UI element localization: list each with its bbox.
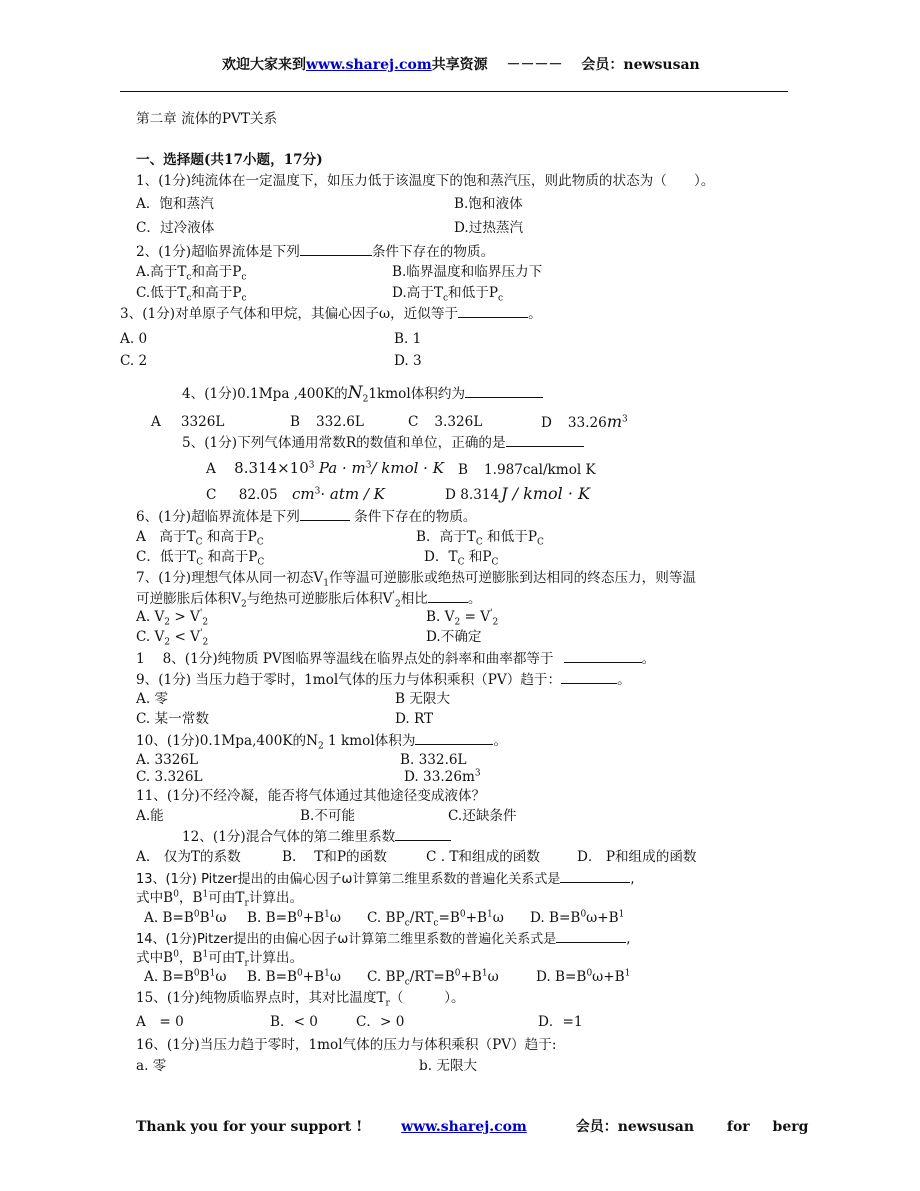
q4-option-c: C 3.326L bbox=[408, 414, 483, 430]
q7-option-d: D.不确定 bbox=[426, 629, 482, 645]
footer-member: 会员：newsusan bbox=[575, 1119, 695, 1135]
q5-option-b: B 1.987cal/kmol K bbox=[458, 462, 596, 478]
q3-option-a: A. 0 bbox=[120, 331, 148, 347]
question-7-line1: 7、(1分)理想气体从同一初态$V_1$作等温可逆膨胀或绝热可逆膨胀到达相同的终态压力，则等温 bbox=[136, 570, 697, 589]
footer-thanks: Thank you for your support ! bbox=[136, 1119, 363, 1135]
q11-option-c: C.还缺条件 bbox=[448, 808, 517, 824]
q1-option-a: A．饱和蒸汽 bbox=[136, 196, 214, 212]
answer-blank bbox=[506, 433, 584, 447]
answer-blank bbox=[415, 731, 493, 745]
question-10: 10、(1分)0.1Mpa,400K的$N_2$ 1 kmol体积为 。 bbox=[136, 733, 508, 752]
header-share: 共享资源 bbox=[431, 57, 488, 73]
q1-option-d: D.过热蒸汽 bbox=[454, 220, 524, 236]
question-5: 5、(1分)下列气体通用常数R的数值和单位，正确的是 bbox=[182, 433, 584, 452]
q14-option-c: C. $BP_c/RT=B^0+B^1\omega$ bbox=[367, 968, 499, 988]
q10-option-d: D. $33.26m^3$ bbox=[404, 768, 481, 785]
q14-option-d: D. $B=B^0\omega+B^1$ bbox=[536, 968, 631, 985]
question-15: 15、(1分)纯物质临界点时，其对比温度$T_r$（ ）。 bbox=[136, 990, 465, 1009]
q6-option-c: C．低于$T_C$ 和高于$P_C$ bbox=[136, 549, 265, 568]
q12-option-d: D． P和组成的函数 bbox=[577, 849, 697, 865]
answer-blank bbox=[395, 827, 451, 841]
question-11: 11、(1分)不经冷凝，能否将气体通过其他途径变成液体？ bbox=[136, 788, 486, 804]
q1-option-c: C．过冷液体 bbox=[136, 220, 215, 236]
q10-option-c: C. 3.326L bbox=[136, 769, 203, 785]
question-3: 3、(1分)对单原子气体和甲烷，其偏心因子ω，近似等于 。 bbox=[120, 306, 542, 322]
question-4: 4、(1分)0.1Mpa ,400K的$N_21kmol$体积约为 bbox=[182, 384, 543, 403]
q5-option-a: A $8.314\times 10^3$ $Pa \cdot m^3/$ kmol · K bbox=[206, 459, 444, 477]
question-14-line2: 式中$B^0$，$B^1$可由$T_r$计算出。 bbox=[136, 949, 304, 969]
q10-option-a: A. 3326L bbox=[136, 752, 199, 768]
q13-option-b: B. $B=B^0+B^1\omega$ bbox=[247, 909, 341, 926]
question-7-line2: 可逆膨胀后体积$V_2$与绝热可逆膨胀后体积$V'_2$相比 。 bbox=[136, 590, 482, 610]
q15-option-c: C．> 0 bbox=[356, 1014, 405, 1030]
q7-option-a: A. $V_2 > V'_2$ bbox=[136, 608, 209, 628]
q9-option-a: A. 零 bbox=[136, 691, 169, 707]
q2-option-c: C.低于$T_c$和高于$P_c$ bbox=[136, 285, 247, 304]
page-footer bbox=[136, 1118, 808, 1136]
footer-berg: berg bbox=[772, 1119, 809, 1135]
question-13-line1: 13、(1分) Pitzer提出的由偏心因子ω计算第二维里系数的普遍化关系式是 , bbox=[136, 869, 635, 889]
q10-option-b: B. 332.6L bbox=[400, 752, 467, 768]
q13-option-c: C. $BP_c/RT_c=B^0+B^1\omega$ bbox=[367, 909, 504, 929]
q15-option-a: A = 0 bbox=[136, 1014, 184, 1030]
q12-option-a: A． 仅为T的系数 bbox=[136, 849, 241, 865]
q9-option-b: B 无限大 bbox=[395, 691, 451, 707]
question-8: 1 8、(1分)纯物质 PV图临界等温线在临界点处的斜率和曲率都等于 。 bbox=[136, 651, 656, 667]
header-dashes: －－－－ bbox=[506, 57, 563, 73]
answer-blank bbox=[465, 384, 543, 398]
question-12: 12、(1分)混合气体的第二维里系数 bbox=[182, 827, 451, 846]
question-9: 9、(1分) 当压力趋于零时，1mol气体的压力与体积乘积（PV）趋于： 。 bbox=[136, 672, 631, 688]
q7-option-c: C. $V_2 < V'_2$ bbox=[136, 628, 209, 648]
q4-option-d: D $33.26m^3$ bbox=[541, 412, 628, 431]
q11-option-a: A.能 bbox=[136, 808, 164, 824]
q9-option-c: C. 某一常数 bbox=[136, 711, 209, 727]
question-6: 6、(1分)超临界流体是下列 条件下存在的物质。 bbox=[136, 509, 477, 525]
q16-option-a: a. 零 bbox=[136, 1058, 167, 1074]
q3-option-b: B. 1 bbox=[394, 331, 422, 347]
q16-option-b: b. 无限大 bbox=[419, 1058, 478, 1074]
header-welcome: 欢迎大家来到 bbox=[222, 57, 306, 73]
q2-option-d: D.高于$T_c$和低于$P_c$ bbox=[392, 285, 504, 304]
q7-option-b: B. $V_2 = V'_2$ bbox=[426, 608, 499, 628]
q11-option-b: B.不可能 bbox=[300, 808, 356, 824]
answer-blank bbox=[300, 507, 350, 521]
question-16: 16、(1分)当压力趋于零时，1mol气体的压力与体积乘积（PV）趋于: bbox=[136, 1037, 557, 1053]
answer-blank bbox=[458, 304, 528, 318]
header-divider bbox=[120, 91, 788, 92]
q13-option-d: D. $B=B^0\omega+B^1$ bbox=[530, 909, 625, 926]
chapter-title: 第二章 流体的PVT关系 bbox=[136, 111, 278, 127]
q2-option-a: A.高于$T_c$和高于$P_c$ bbox=[136, 264, 247, 283]
q6-option-d: D．$T_C$ 和$P_C$ bbox=[424, 549, 499, 568]
page-header bbox=[222, 56, 700, 74]
q9-option-d: D. RT bbox=[395, 711, 434, 727]
answer-blank bbox=[300, 242, 372, 256]
question-1: 1、(1分)纯流体在一定温度下，如压力低于该温度下的饱和蒸汽压，则此物质的状态为（ ）。 bbox=[136, 173, 715, 189]
header-member: 会员：newsusan bbox=[581, 57, 700, 73]
q15-option-b: B．< 0 bbox=[270, 1014, 318, 1030]
q6-option-a: A 高于$T_C$ 和高于$P_C$ bbox=[136, 529, 264, 548]
q13-option-a: A. $B=B^0B^1\omega$ bbox=[144, 909, 227, 926]
q2-option-b: B.临界温度和临界压力下 bbox=[392, 264, 543, 280]
q14-option-b: B. $B=B^0+B^1\omega$ bbox=[247, 968, 341, 985]
answer-blank bbox=[428, 589, 468, 603]
q12-option-b: B. T和P的函数 bbox=[282, 849, 387, 865]
footer-link[interactable]: www.sharej.com bbox=[401, 1119, 527, 1135]
question-13-line2: 式中$B^0$，$B^1$可由$T_r$计算出。 bbox=[136, 889, 304, 909]
section-title: 一、选择题(共17小题，17分) bbox=[136, 152, 323, 168]
q4-option-b: B 332.6L bbox=[290, 414, 364, 430]
q6-option-b: B．高于$T_C$ 和低于$P_C$ bbox=[416, 529, 544, 548]
answer-blank bbox=[556, 929, 626, 943]
question-2: 2、(1分)超临界流体是下列 条件下存在的物质。 bbox=[136, 244, 495, 260]
q3-option-c: C. 2 bbox=[120, 353, 148, 369]
answer-blank bbox=[561, 670, 617, 684]
footer-for: for bbox=[726, 1119, 750, 1135]
q5-option-d: D 8.314 J / kmol · K bbox=[445, 484, 590, 503]
q14-option-a: A. $B=B^0B^1\omega$ bbox=[144, 968, 227, 985]
q12-option-c: C . T和组成的函数 bbox=[426, 849, 540, 865]
answer-blank bbox=[560, 869, 630, 883]
q5-option-c: C 82.05 $cm^3\cdot$ atm / K bbox=[206, 485, 385, 503]
q4-option-a: A 3326L bbox=[151, 414, 225, 430]
answer-blank bbox=[564, 649, 642, 663]
question-14-line1: 14、(1分)Pitzer提出的由偏心因子ω计算第二维里系数的普遍化关系式是 , bbox=[136, 929, 630, 949]
q15-option-d: D．=1 bbox=[538, 1014, 583, 1030]
q1-option-b: B.饱和液体 bbox=[454, 196, 523, 212]
header-link[interactable]: www.sharej.com bbox=[306, 57, 432, 73]
q3-option-d: D. 3 bbox=[394, 353, 422, 369]
